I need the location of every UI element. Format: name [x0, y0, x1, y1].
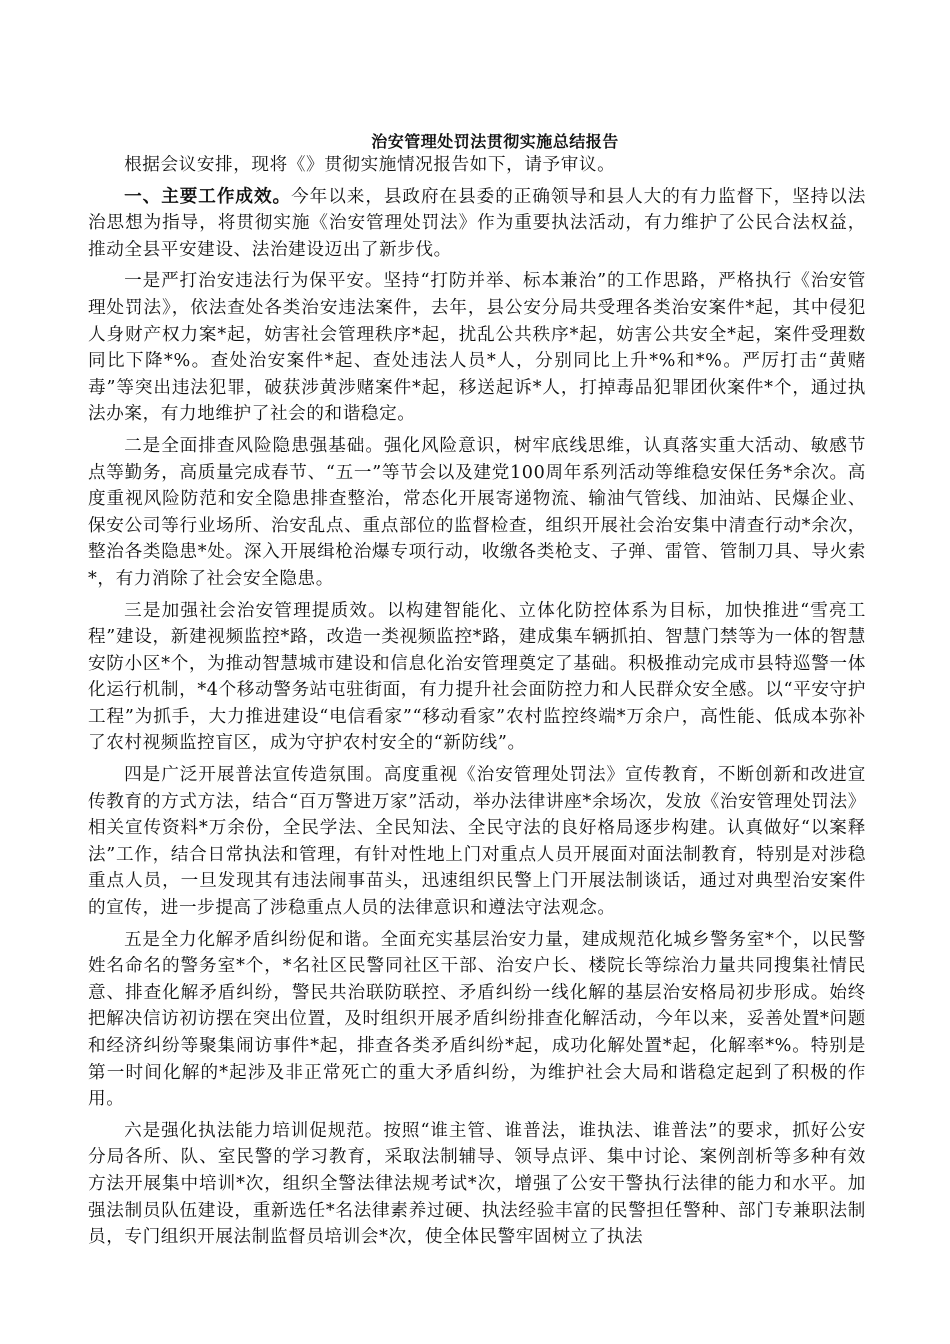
body-paragraph-1: 一是严打治安违法行为保平安。坚持“打防并举、标本兼治”的工作思路，严格执行《治安管理处罚法》，依法查处各类治安违法案件，去年，县公安分局共受理各类治安案件*起，其中侵犯人身财产权力案*起，妨害社会管理秩序*起，扰乱公共秩序*起，妨害公共安全*起，案件受理数同比下降*%。查处治安案件*起、查处违法人员*人，分别同比上升*%和*%。严厉打击“黄赌毒”等突出违法犯罪，破获涉黄涉赌案件*起，移送起诉*人，打掉毒品犯罪团伙案件*个，通过执法办案，有力地维护了社会的和谐稳定。 [88, 271, 866, 425]
body-paragraph-2: 二是全面排查风险隐患强基础。强化风险意识，树牢底线思维，认真落实重大活动、敏感节点等勤务，高质量完成春节、“五一”等节会以及建党100周年系列活动等维稳安保任务*余次。高度重视风险防范和安全隐患排查整治，常态化开展寄递物流、输油气管线、加油站、民爆企业、保安公司等行业场所、治安乱点、重点部位的监督检查，组织开展社会治安集中清查行动*余次，整治各类隐患*处。深入开展缉枪治爆专项行动，收缴各类枪支、子弹、雷管、管制刀具、导火索*，有力消除了社会安全隐患。 [88, 435, 866, 589]
body-paragraph-3: 三是加强社会治安管理提质效。以构建智能化、立体化防控体系为目标，加快推进“雪亮工程”建设，新建视频监控*路，改造一类视频监控*路，建成集车辆抓拍、智慧门禁等为一体的智慧安防小区*个，为推动智慧城市建设和信息化治安管理奠定了基础。积极推动完成市县特巡警一体化运行机制，*4个移动警务站屯驻街面，有力提升社会面防控力和人民群众安全感。以“平安守护工程”为抓手，大力推进建设“电信看家”“移动看家”农村监控终端*万余户，高性能、低成本弥补了农村视频监控盲区，成为守护农村安全的“新防线”。 [88, 600, 866, 754]
body-paragraph-4: 四是广泛开展普法宣传造氛围。高度重视《治安管理处罚法》宣传教育，不断创新和改进宣传教育的方式方法，结合“百万警进万家”活动，举办法律讲座*余场次，发放《治安管理处罚法》相关宣传资料*万余份，全民学法、全民知法、全民守法的良好格局逐步构建。认真做好“以案释法”工作，结合日常执法和管理，有针对性地上门对重点人员开展面对面法制教育，特别是对涉稳重点人员，一旦发现其有违法闹事苗头，迅速组织民警上门开展法制谈话，通过对典型治安案件的宣传，进一步提高了涉稳重点人员的法律意识和遵法守法观念。 [88, 765, 866, 919]
document-body [88, 152, 866, 1256]
intro-paragraph: 根据会议安排，现将《》贯彻实施情况报告如下，请予审议。 [124, 155, 616, 175]
section-1-heading: 一、主要工作成效。 [124, 185, 292, 207]
section-1-text: 今年以来，县政府在县委的正确领导和县人大的有力监督下，坚持以法治思想为指导，将贯彻实施《治安管理处罚法》作为重要执法活动，有力维护了公民合法权益，推动全县平安建设、法治建设迈出了新步伐。 [88, 186, 866, 260]
body-paragraph-5: 五是全力化解矛盾纠纷促和谐。全面充实基层治安力量，建成规范化城乡警务室*个，以民警姓名命名的警务室*个，*名社区民警同社区干部、治安户长、楼院长等综治力量共同搜集社情民意、排查化解矛盾纠纷，警民共治联防联控、矛盾纠纷一线化解的基层治安格局初步形成。始终把解决信访初访摆在突出位置，及时组织开展矛盾纠纷排查化解活动，今年以来，妥善处置*问题和经济纠纷等聚集闹访事件*起，排查各类矛盾纠纷*起，成功化解处置*起，化解率*%。特别是第一时间化解的*起涉及非正常死亡的重大矛盾纠纷，为维护社会大局和谐稳定起到了积极的作用。 [88, 929, 866, 1110]
body-paragraph-6: 六是强化执法能力培训促规范。按照“谁主管、谁普法，谁执法、谁普法”的要求，抓好公安分局各所、队、室民警的学习教育，采取法制辅导、领导点评、集中讨论、案例剖析等多种有效方法开展集中培训*次，组织全警法律法规考试*次，增强了公安干警执行法律的能力和水平。加强法制员队伍建设，重新选任*名法律素养过硬、执法经验丰富的民警担任警种、部门专兼职法制员，专门组织开展法制监督员培训会*次，使全体民警牢固树立了执法 [88, 1120, 866, 1248]
section-1-paragraph [88, 184, 866, 264]
document-title: 治安管理处罚法贯彻实施总结报告 [371, 132, 619, 151]
